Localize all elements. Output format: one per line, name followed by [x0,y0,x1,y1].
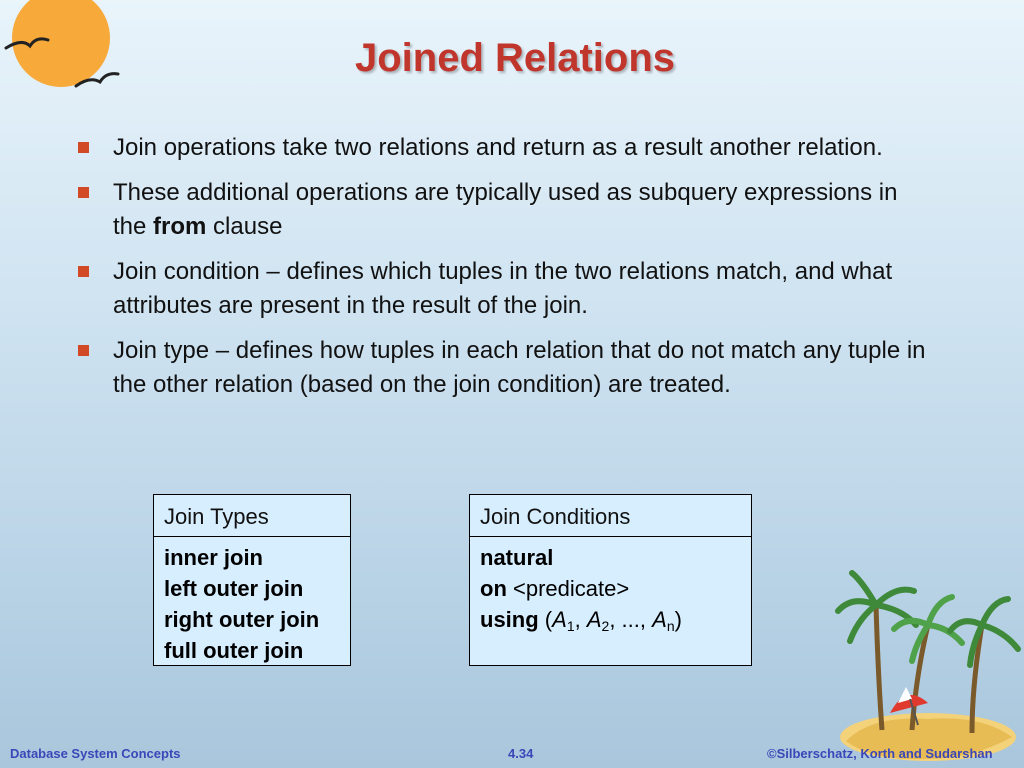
join-condition-on: on <predicate> [480,576,630,601]
join-type-item: left outer join [164,576,304,601]
join-conditions-header: Join Conditions [470,495,751,537]
bullet-item [78,255,928,323]
join-type-item: inner join [164,545,263,570]
join-type-item: full outer join [164,638,304,663]
bullet-item [78,131,928,165]
join-type-item: right outer join [164,607,320,632]
bullet-text: Join condition – defines which tuples in the two relations match, and what attributes are present in the result of the join. [113,258,893,319]
join-condition-natural: natural [480,545,554,570]
bullet-text: Join operations take two relations and return as a result another relation. [113,134,883,161]
sun-birds-icon [0,0,130,100]
bullet-text-tail: clause [206,213,283,240]
bullet-item [78,334,928,402]
square-bullet-icon [78,187,89,198]
bullet-text: These additional operations are typically used as subquery expressions in the [113,179,898,240]
page-title: Joined Relations [354,36,676,80]
bullet-text: Join type – defines how tuples in each relation that do not match any tuple in the other relation (based on the join condition) are treated. [113,337,926,398]
join-types-header: Join Types [154,495,350,537]
join-conditions-list [470,537,751,647]
join-condition-using: using ($A_1$, $A_2$, ..., $A_n$) [480,607,682,634]
square-bullet-icon [78,266,89,277]
square-bullet-icon [78,345,89,356]
join-conditions-box [469,494,752,666]
join-types-list [154,537,350,671]
bullet-item [78,176,928,244]
footer-copyright: ©Silberschatz, Korth and Sudarshan [767,746,993,761]
bullet-bold-keyword: from [153,213,207,240]
footer-page-number: 4.34 [508,746,534,761]
square-bullet-icon [78,142,89,153]
footer-left: Database System Concepts [10,746,181,761]
palm-island-icon [832,565,1024,765]
bullet-list [78,131,928,413]
join-types-box [153,494,351,666]
